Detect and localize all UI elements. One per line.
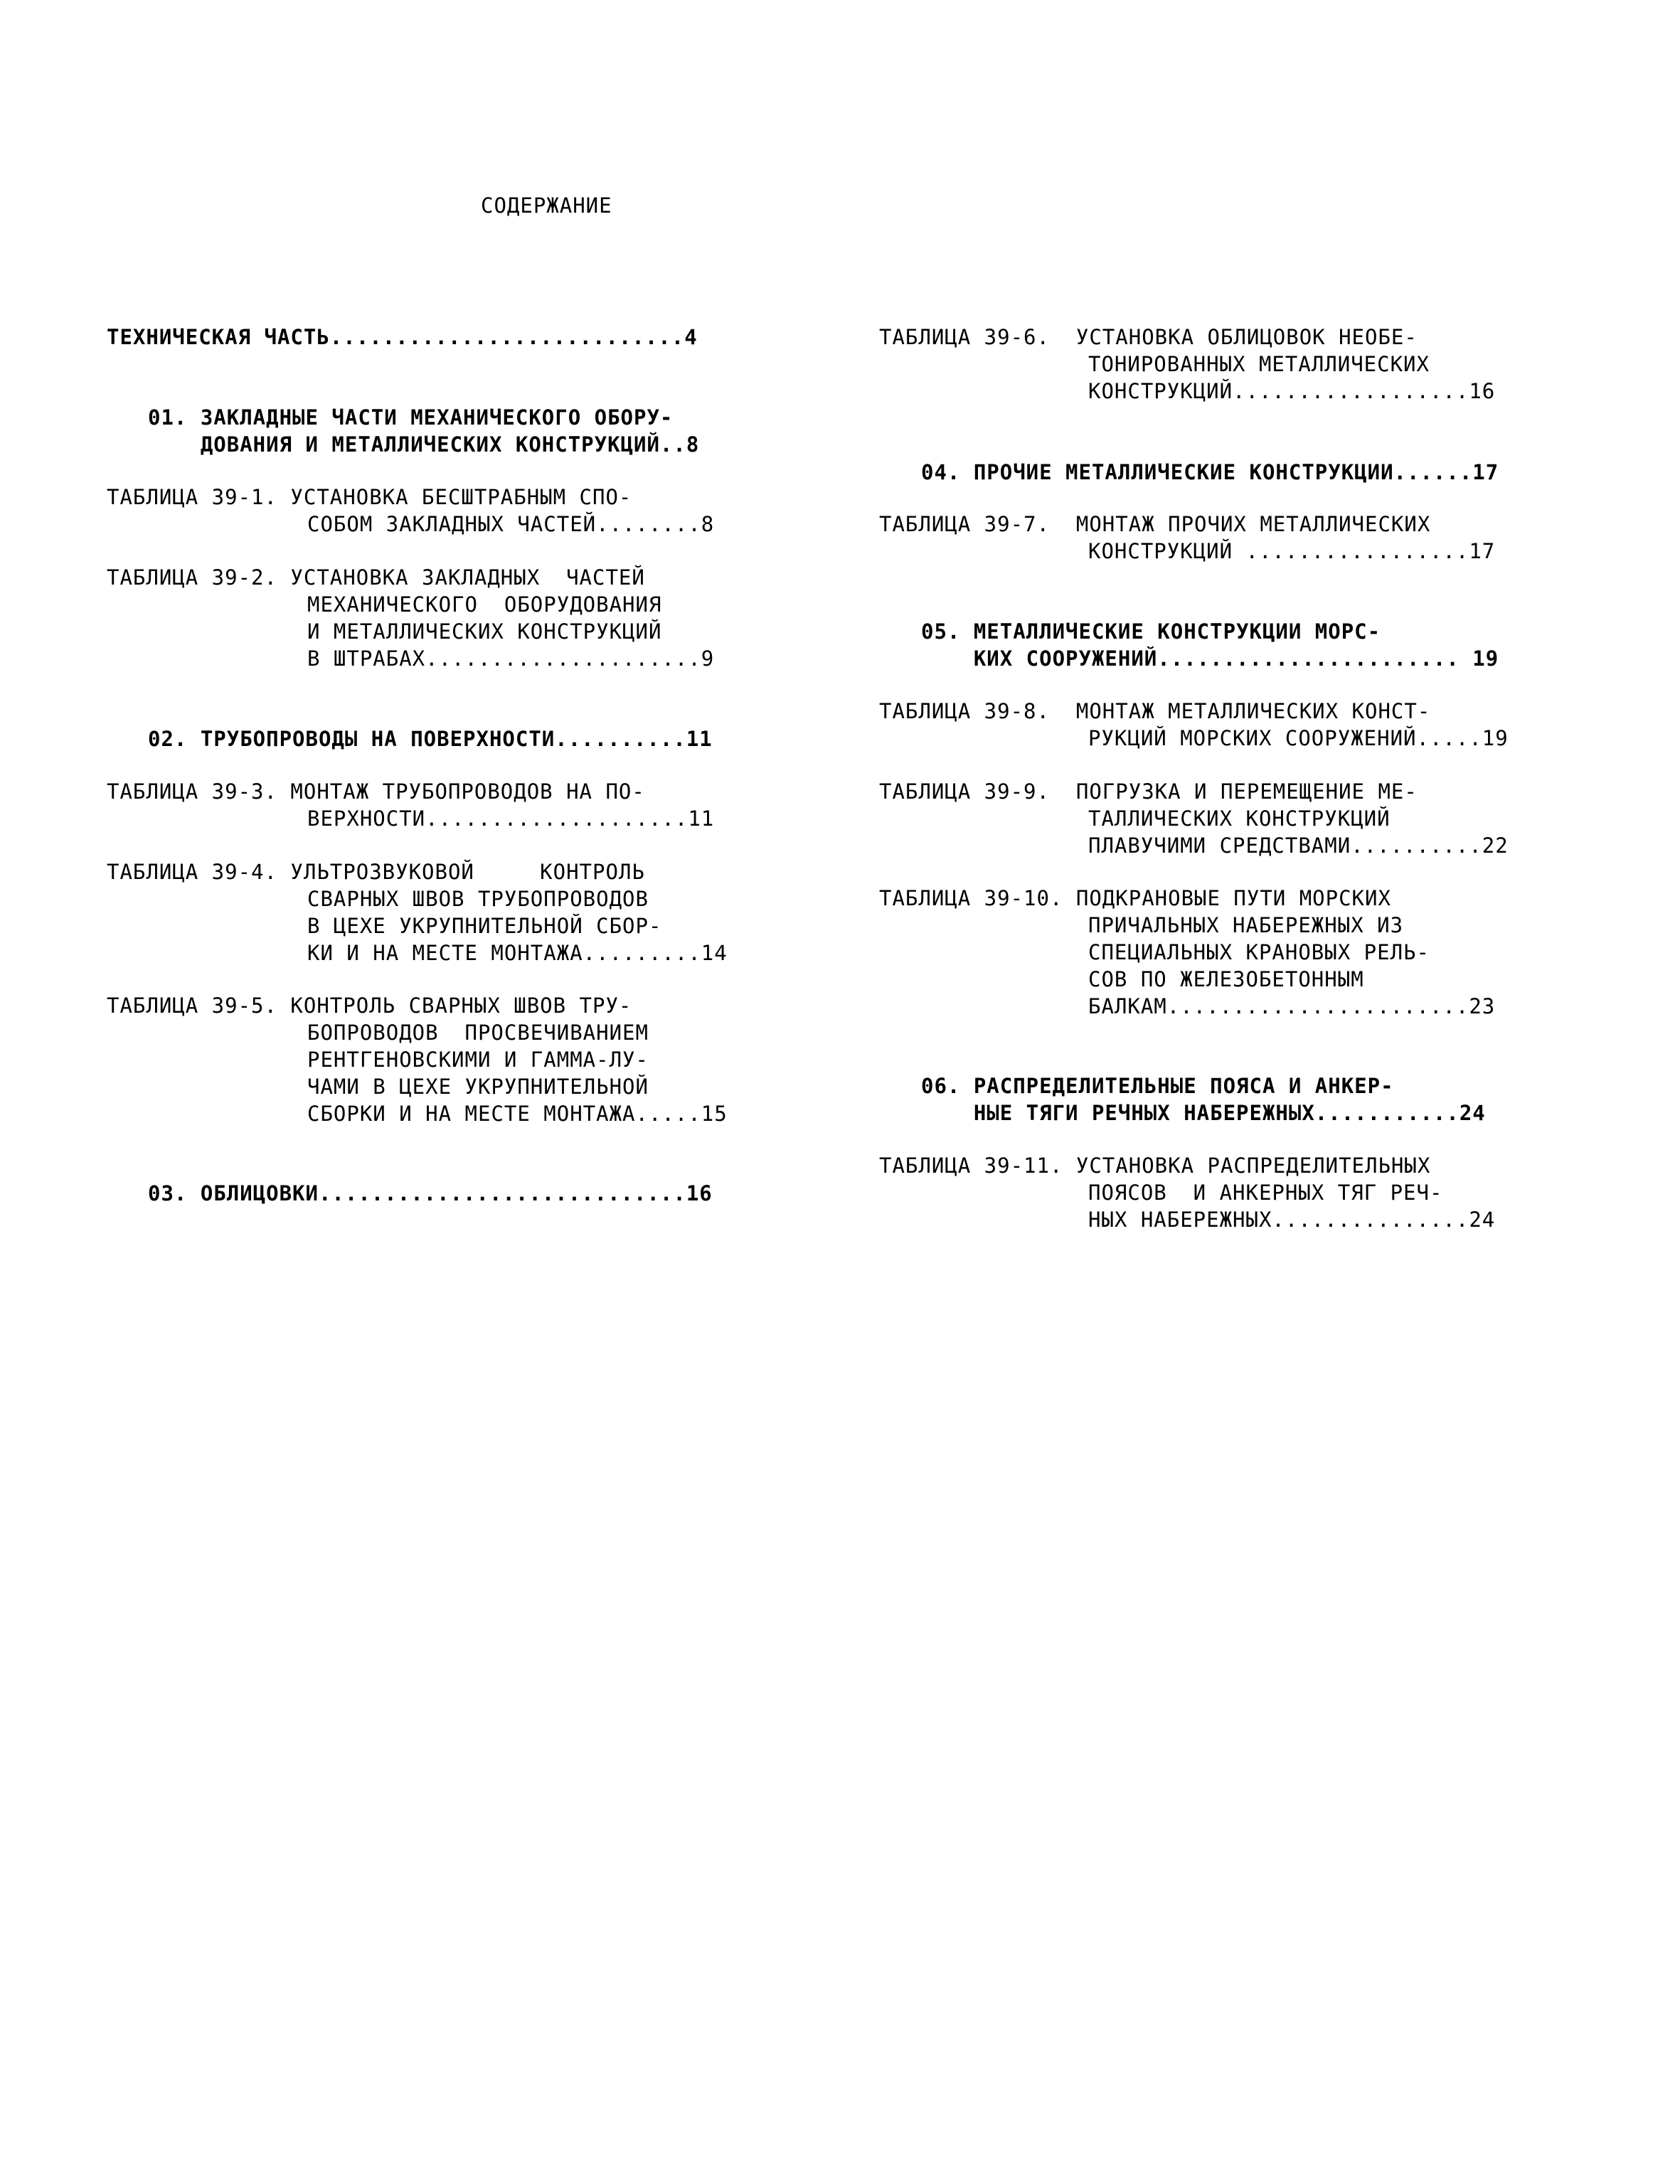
toc-table-line: В ЦЕХЕ УКРУПНИТЕЛЬНОЙ СБОР- (307, 914, 662, 938)
toc-table-line: ТАБЛИЦА 39-5. КОНТРОЛЬ СВАРНЫХ ШВОВ ТРУ- (107, 994, 632, 1018)
toc-table-line: МЕХАНИЧЕСКОГО ОБОРУДОВАНИЯ (307, 592, 662, 617)
toc-section-line: 02. ТРУБОПРОВОДЫ НА ПОВЕРХНОСТИ..........11 (148, 727, 713, 751)
toc-section-line: ТЕХНИЧЕСКАЯ ЧАСТЬ...........................4 (107, 325, 698, 349)
toc-table-line: ЧАМИ В ЦЕХЕ УКРУПНИТЕЛЬНОЙ (307, 1075, 649, 1099)
toc-section-line: ДОВАНИЯ И МЕТАЛЛИЧЕСКИХ КОНСТРУКЦИЙ..8 (148, 432, 700, 457)
toc-table-line: ТАБЛИЦА 39-11. УСТАНОВКА РАСПРЕДЕЛИТЕЛЬНЫХ (879, 1154, 1431, 1178)
toc-section-line: НЫЕ ТЯГИ РЕЧНЫХ НАБЕРЕЖНЫХ...........24 (921, 1101, 1486, 1125)
toc-table-line: КОНСТРУКЦИЙ..................16 (1088, 379, 1496, 403)
toc-section-line: КИХ СООРУЖЕНИЙ....................... 19 (921, 646, 1499, 671)
toc-table-line: ТАБЛИЦА 39-1. УСТАНОВКА БЕСШТРАБНЫМ СПО- (107, 485, 632, 509)
toc-table-line: ТАБЛИЦА 39-3. МОНТАЖ ТРУБОПРОВОДОВ НА ПО- (107, 779, 645, 804)
toc-table-line: РЕНТГЕНОВСКИМИ И ГАММА-ЛУ- (307, 1048, 649, 1072)
toc-table-line: ТАБЛИЦА 39-9. ПОГРУЗКА И ПЕРЕМЕЩЕНИЕ МЕ- (879, 779, 1418, 804)
toc-table-line: ТАБЛИЦА 39-8. МОНТАЖ МЕТАЛЛИЧЕСКИХ КОНСТ- (879, 699, 1431, 723)
toc-table-line: ТАБЛИЦА 39-7. МОНТАЖ ПРОЧИХ МЕТАЛЛИЧЕСКИХ (879, 512, 1431, 536)
toc-table-line: ПЛАВУЧИМИ СРЕДСТВАМИ..........22 (1088, 833, 1509, 858)
toc-table-line: БОПРОВОДОВ ПРОСВЕЧИВАНИЕМ (307, 1021, 649, 1045)
toc-table-line: ТАЛЛИЧЕСКИХ КОНСТРУКЦИЙ (1088, 806, 1391, 831)
toc-table-line: И МЕТАЛЛИЧЕСКИХ КОНСТРУКЦИЙ (307, 619, 662, 644)
toc-table-line: ТАБЛИЦА 39-2. УСТАНОВКА ЗАКЛАДНЫХ ЧАСТЕЙ (107, 565, 645, 590)
toc-table-line: НЫХ НАБЕРЕЖНЫХ...............24 (1088, 1208, 1496, 1232)
toc-table-line: СОВ ПО ЖЕЛЕЗОБЕТОННЫМ (1088, 967, 1364, 991)
toc-table-line: ВЕРХНОСТИ....................11 (307, 806, 715, 831)
toc-section-line: 03. ОБЛИЦОВКИ............................16 (148, 1181, 713, 1205)
toc-table-line: ТАБЛИЦА 39-10. ПОДКРАНОВЫЕ ПУТИ МОРСКИХ (879, 886, 1391, 910)
toc-section-line: 04. ПРОЧИЕ МЕТАЛЛИЧЕСКИЕ КОНСТРУКЦИИ......17 (921, 460, 1499, 484)
toc-table-line: КОНСТРУКЦИЙ .................17 (1088, 539, 1496, 563)
toc-table-line: КИ И НА МЕСТЕ МОНТАЖА.........14 (307, 941, 728, 965)
toc-table-line: В ШТРАБАХ.....................9 (307, 646, 715, 671)
toc-table-line: СПЕЦИАЛЬНЫХ КРАНОВЫХ РЕЛЬ- (1088, 940, 1430, 964)
toc-section-line: 06. РАСПРЕДЕЛИТЕЛЬНЫЕ ПОЯСА И АНКЕР- (921, 1074, 1394, 1098)
toc-table-line: СБОРКИ И НА МЕСТЕ МОНТАЖА.....15 (307, 1102, 728, 1126)
toc-table-line: ПОЯСОВ И АНКЕРНЫХ ТЯГ РЕЧ- (1088, 1181, 1443, 1205)
page-title: СОДЕРЖАНИЕ (481, 193, 612, 218)
toc-section-line: 05. МЕТАЛЛИЧЕСКИЕ КОНСТРУКЦИИ МОРС- (921, 619, 1381, 644)
toc-section-line: 01. ЗАКЛАДНЫЕ ЧАСТИ МЕХАНИЧЕСКОГО ОБОРУ- (148, 405, 674, 430)
toc-table-line: СОБОМ ЗАКЛАДНЫХ ЧАСТЕЙ........8 (307, 512, 715, 536)
toc-table-line: ТАБЛИЦА 39-6. УСТАНОВКА ОБЛИЦОВОК НЕОБЕ- (879, 325, 1418, 349)
toc-table-line: ТОНИРОВАННЫХ МЕТАЛЛИЧЕСКИХ (1088, 352, 1430, 376)
toc-table-line: РУКЦИЙ МОРСКИХ СООРУЖЕНИЙ.....19 (1088, 726, 1509, 750)
toc-table-line: ТАБЛИЦА 39-4. УЛЬТРОЗВУКОВОЙ КОНТРОЛЬ (107, 860, 645, 884)
toc-table-line: СВАРНЫХ ШВОВ ТРУБОПРОВОДОВ (307, 887, 649, 911)
toc-table-line: БАЛКАМ.......................23 (1088, 994, 1496, 1018)
toc-table-line: ПРИЧАЛЬНЫХ НАБЕРЕЖНЫХ ИЗ (1088, 913, 1404, 937)
